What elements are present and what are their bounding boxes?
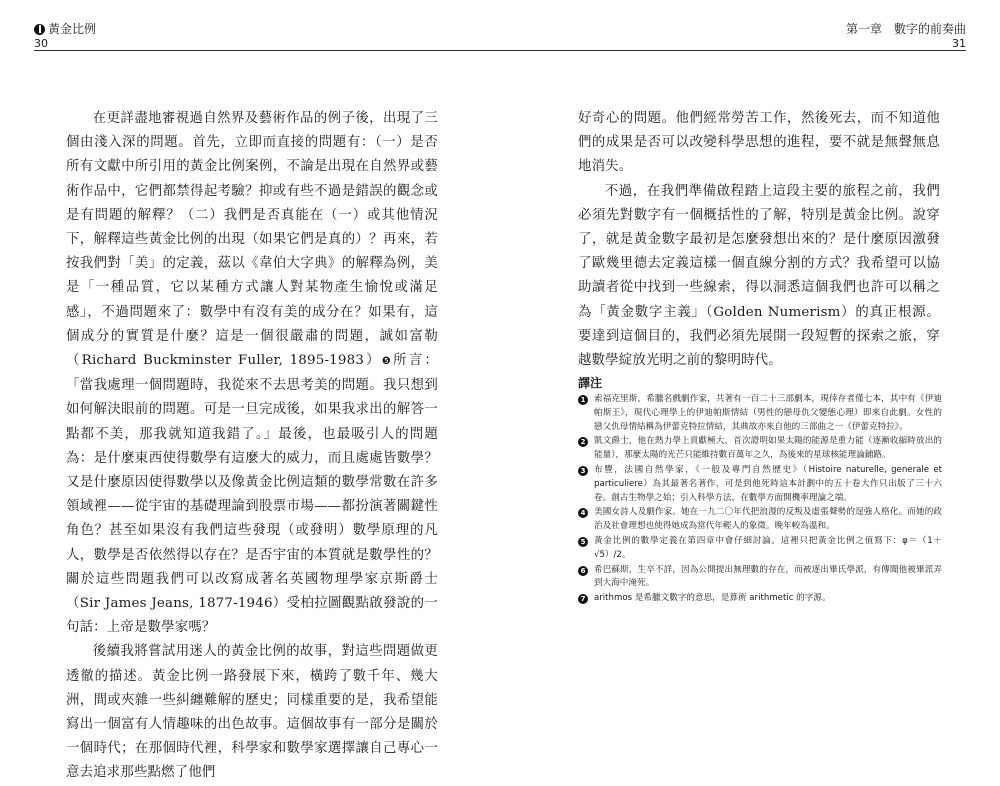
book-title: 黃金比例 [48,22,97,36]
note-text: arithmos 是希臘文數字的意思，是算術 arithmetic 的字源。 [594,593,831,604]
note-number-badge: 1 [578,395,588,405]
note-item [578,564,942,592]
note-number-badge: 5 [578,537,588,547]
note-item [578,464,942,505]
page-number-left: 30 [34,37,48,50]
note-item [578,535,942,563]
note-number-badge: 6 [578,566,588,576]
paragraph-text-continued: 所言：「當我處理一個問題時，我從來不去思考美的問題。我只想到如何解決眼前的問題。可是一旦完成後，如果我求出的解答一點都不美，那我就知道我錯了。」最後，也最吸引人的問題為：是什麼東西使得數學有這麼大的威力，而且處處皆數學？又是什麼原因使得數學以及像黃金比例這類的數學常數在許多領域裡——從宇宙的基礎理論到股票市場——都扮演著關鍵性角色？甚至如果沒有我們這些發現（或發明）數學原理的凡人，數學是否依然得以存在？是否宇宙的本質就是數學性的？關於這些問題我們可以改寫成著名英國物理學家京斯爵士（Sir James Jeans, 1877-1946）受柏拉圖觀點啟發說的一句話：上帝是數學家嗎？ [66,353,438,636]
translator-notes [578,375,942,607]
paragraph: 不過，在我們準備啟程踏上這段主要的旅程之前，我們必須先對數字有一個概括性的了解，特別是黃金比例。說穿了，就是黃金數字最初是怎麼發想出來的？是什麼原因激發了歐幾里德去定義這樣一個直線分割的方式？我希望可以協助讀者從中找到一些線索，得以洞悉這個我們也許可以稱之為「黃金數字主義」（Golden Numerism）的真正根源。要達到這個目的，我們必須先展開一段短暫的探索之旅，穿越數學綻放光明之前的黎明時代。 [578,183,940,369]
note-item [578,506,942,534]
note-text: 凱文爵士，他在熱力學上貢獻極大，首次證明如果太陽的能源是重力能（逐漸收縮時放出的能量），那麼太陽的光芒只能維持數百萬年之久，為後來的星球核能理論鋪路。 [594,436,942,461]
note-item [578,393,942,434]
header-rule-left [34,50,500,51]
note-ref-marker: ❺ [381,356,394,368]
note-number-badge: 4 [578,508,588,518]
chapter-title: 第一章 數字的前奏曲 [845,22,966,36]
running-header-left [34,22,96,36]
note-item [578,435,942,463]
paragraph: 好奇心的問題。他們經常勞苦工作，然後死去，而不知道他們的成果是否可以改變科學思想的進程，要不就是無聲無息地消失。 [578,111,940,175]
paragraph-text: 在更詳盡地審視過自然界及藝術作品的例子後，出現了三個由淺入深的問題。首先，立即而直接的問題有：（一）是否所有文獻中所引用的黃金比例案例，不論是出現在自然界或藝術作品中，它們都禁得起考驗？抑或有些不過是錯誤的觀念或是有問題的解釋？（二）我們是否真能在（一）或其他情況下，解釋這些黃金比例的出現（如果它們是真的）？再來，若按我們對「美」的定義，茲以《韋伯大字典》的解釋為例，美是「一種品質，它以某種方式讓人對某物產生愉悅或滿足感」，不過問題來了：數學中有沒有美的成分在？如果有，這個成分的實質是什麼？這是一個很嚴肅的問題，誠如富勒（Richard Buckminster Fuller, 1895-1983） [66,111,438,369]
note-number-badge: 3 [578,466,588,476]
paragraph: 後續我將嘗試用迷人的黃金比例的故事，對這些問題做更透徹的描述。黃金比例一路發展下來，橫跨了數千年、幾大洲，間或夾雜一些糾纏難解的歷史；同樣重要的是，我希望能寫出一個富有人情趣味的出色故事。這個故事有一部分是關於一個時代；在那個時代裡，科學家和數學家選擇讓自己專心一意去追求那些點燃了他們 [66,644,438,781]
paragraph [66,107,438,640]
right-body-text [578,107,940,373]
note-text: 布豐，法國自然學家，《一般及專門自然歷史》（Histoire naturelle, generale et particuliere）為其最著名著作，可是到他死時這本計劃中的五十卷大作只出版了三十六卷。創古生物學之始；引入科學方法，在數學方面開機率理論之端。 [594,464,942,503]
note-text: 希巴蘇斯，生卒不詳，因為公開提出無理數的存在，而被逐出畢氏學派，有傳聞他被畢派弄到大海中淹死。 [594,564,942,589]
note-number-badge: 7 [578,594,588,604]
note-text: 美國女詩人及劇作家。她在一九二〇年代把浪漫的反叛及虛張聲勢的逞強人格化。而她的政治及社會理想也使得她成為當代年輕人的象徵。晚年較為溫和。 [594,507,942,532]
note-text: 黃金比例的數學定義在第四章中會仔細討論。這裡只把黃金比例之值寫下：φ＝（1＋√5）/2。 [594,535,942,560]
header-rule-right [500,50,966,51]
right-page [500,0,1000,706]
page-number-right: 31 [952,37,966,50]
notes-title: 譯注 [578,376,603,390]
left-body-text [66,107,438,786]
note-text: 索福克里斯，希臘名戲劇作家，共著有一百二十三部劇本，現倖存者僅七本，其中有《伊迪帕斯王》，現代心理學上的伊迪帕斯情結（男性的戀母仇父變態心理）即來自此劇。女性的戀父仇母情結稱為伊蕾克特拉情結，其典故亦來自他的三部曲之一《伊蕾克特拉》。 [594,394,942,432]
left-page [0,0,500,781]
note-item [578,592,942,606]
publisher-logo-icon [34,24,45,35]
note-number-badge: 2 [578,437,588,447]
